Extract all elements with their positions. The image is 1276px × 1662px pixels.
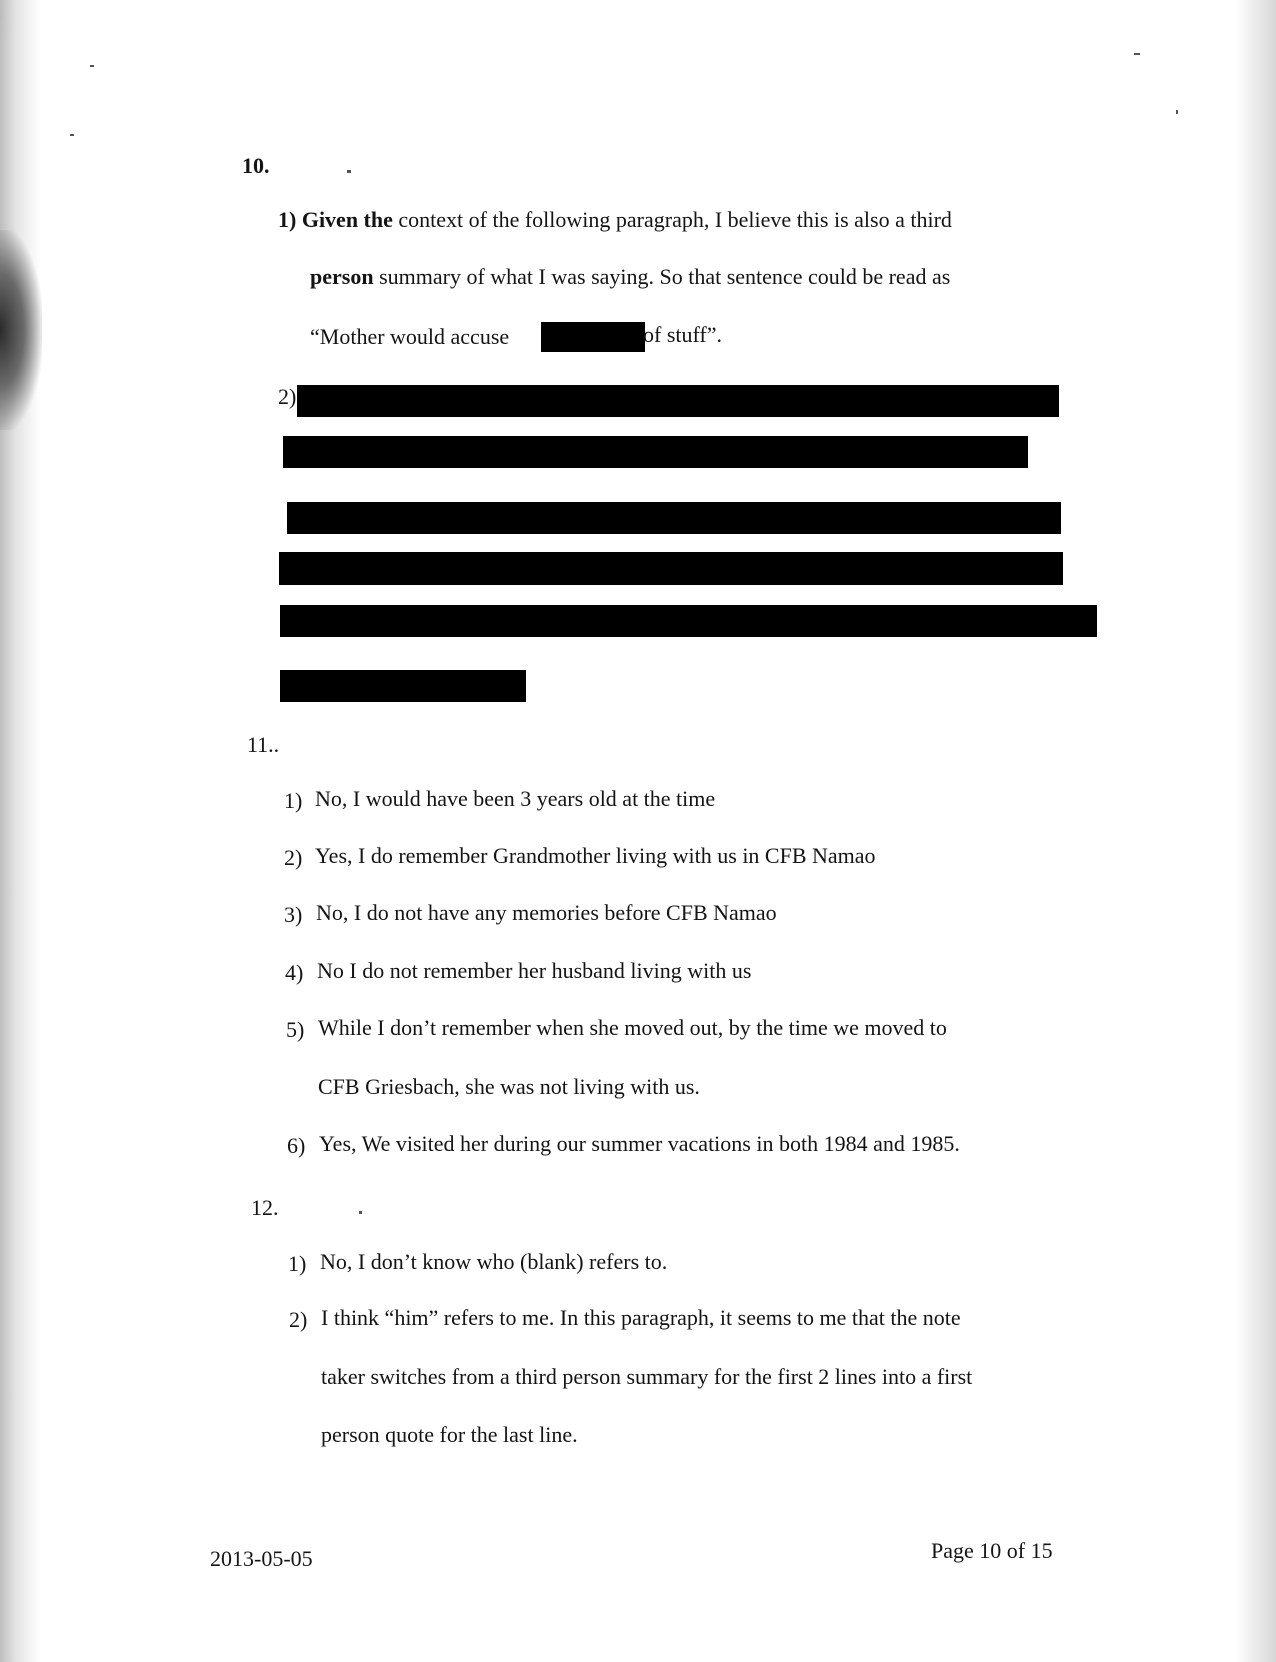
s10-item1-marker: 1) xyxy=(278,207,297,232)
s12-item2-cont2: person quote for the last line. xyxy=(321,1422,578,1447)
redaction-bar xyxy=(297,385,1059,417)
s11-item2-marker: 2) xyxy=(284,845,303,870)
s10-item1-line1 xyxy=(278,209,952,231)
s11-item1-text: No, I would have been 3 years old at the time xyxy=(315,786,716,811)
s11-item3-marker: 3) xyxy=(284,902,303,927)
scan-speck xyxy=(70,134,74,136)
s11-item2-text: Yes, I do remember Grandmother living with us in CFB Namao xyxy=(315,843,876,868)
scan-speck xyxy=(1134,53,1140,55)
s11-item5-marker: 5) xyxy=(286,1017,305,1042)
s12-item1-text: No, I don’t know who (blank) refers to. xyxy=(320,1249,668,1274)
redaction-bar xyxy=(283,436,1028,468)
redaction-bar xyxy=(280,605,1097,637)
scan-speck xyxy=(347,170,351,173)
section-11-number: 11.. xyxy=(247,732,280,757)
footer-page-number: Page 10 of 15 xyxy=(931,1538,1053,1563)
s10-item1-line1-rest: context of the following paragraph, I believe this is also a third xyxy=(398,207,952,232)
s10-item1-lead: Given the xyxy=(301,207,393,232)
s10-item1-line3-post: of stuff”. xyxy=(643,322,723,347)
s10-item1-line2-lead: person xyxy=(310,264,374,289)
scan-speck xyxy=(90,65,94,67)
scan-right-shadow xyxy=(1236,0,1276,1662)
s10-item1-line2 xyxy=(310,266,950,288)
s12-item2-cont1: taker switches from a third person summary for the first 2 lines into a first xyxy=(321,1364,973,1389)
section-12-number: 12. xyxy=(251,1195,279,1220)
s11-item1-marker: 1) xyxy=(284,788,303,813)
s11-item5-text: While I don’t remember when she moved out, by the time we moved to xyxy=(318,1015,947,1040)
s10-item2-marker: 2) xyxy=(278,384,297,409)
s11-item6-text: Yes, We visited her during our summer vacations in both 1984 and 1985. xyxy=(319,1131,960,1156)
scan-speck xyxy=(359,1211,362,1214)
redaction-bar xyxy=(541,322,645,352)
s11-item4-text: No I do not remember her husband living with us xyxy=(317,958,752,983)
footer-date: 2013-05-05 xyxy=(210,1546,313,1571)
redaction-bar xyxy=(287,502,1061,534)
s11-item5-cont: CFB Griesbach, she was not living with us. xyxy=(318,1074,700,1099)
scan-speck xyxy=(1176,110,1178,114)
scan-smudge xyxy=(0,230,42,430)
s10-item1-line3-pre: “Mother would accuse xyxy=(310,324,510,349)
s11-item4-marker: 4) xyxy=(285,960,304,985)
section-10-number: 10. xyxy=(242,153,270,178)
redaction-bar xyxy=(280,670,526,702)
s11-item3-text: No, I do not have any memories before CFB Namao xyxy=(316,900,777,925)
s12-item2-text: I think “him” refers to me. In this paragraph, it seems to me that the note xyxy=(321,1305,961,1330)
s12-item2-marker: 2) xyxy=(289,1307,308,1332)
redaction-bar xyxy=(279,552,1063,585)
s12-item1-marker: 1) xyxy=(288,1251,307,1276)
s10-item1-line2-rest: summary of what I was saying. So that sentence could be read as xyxy=(379,264,951,289)
s11-item6-marker: 6) xyxy=(287,1133,306,1158)
